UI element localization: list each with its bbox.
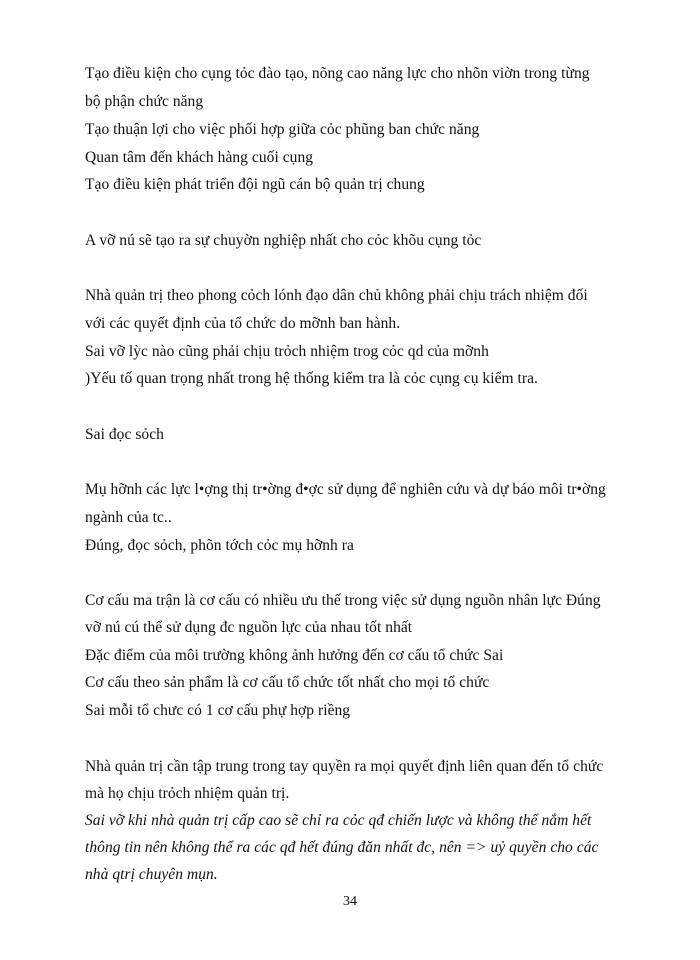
text-line: Đúng, đọc sỏch, phõn tớch cỏc mụ hỡnh ra	[85, 537, 354, 554]
text-line: Nhà quản trị cần tập trung trong tay quyền ra mọi quyết định liên quan đến tổ chức	[85, 758, 604, 775]
italic-text-line: thông tin nên không thể ra các qđ hết đúng đăn nhất đc, nên => uỷ quyền cho các	[85, 839, 599, 856]
text-line: Sai vỡ lỳc nào cũng phải chịu trỏch nhiệm trog cỏc qd của mỡnh	[85, 343, 489, 360]
text-line: ngành của tc..	[85, 509, 172, 526]
text-line: Cơ cấu theo sản phẩm là cơ cấu tổ chức tốt nhất cho mọi tổ chức	[85, 674, 490, 691]
italic-text-line: Sai vỡ khi nhà quản trị cấp cao sẽ chỉ ra cỏc qđ chiến lược và không thể nắm hết	[85, 812, 592, 829]
text-line: bộ phận chức năng	[85, 93, 204, 110]
text-line: Tạo điều kiện phát triển đội ngũ cán bộ quản trị chung	[85, 176, 425, 193]
text-line: Sai mỗi tổ chưc có 1 cơ cấu phự hợp riềng	[85, 702, 351, 719]
text-line: Quan tâm đến khách hàng cuối cụng	[85, 149, 314, 166]
page-number: 34	[343, 894, 357, 909]
text-line: Đặc điểm của môi trường không ảnh hưởng đến cơ cấu tổ chức Sai	[85, 647, 504, 664]
text-line: Mụ hỡnh các lực l•ợng thị tr•ờng đ•ợc sử dụng để nghiên cứu và dự báo môi tr•ờng	[85, 481, 606, 498]
text-line: với các quyết định của tổ chức do mỡnh ban hành.	[85, 315, 401, 332]
text-line: mà họ chịu trỏch nhiệm quản trị.	[85, 785, 290, 802]
text-line: Sai đọc sỏch	[85, 426, 164, 443]
text-line: Cơ cấu ma trận là cơ cấu có nhiều ưu thế trong việc sử dụng nguồn nhân lực Đúng	[85, 592, 601, 609]
text-line: A vỡ nú sẽ tạo ra sự chuyờn nghiệp nhất cho cỏc khõu cụng tỏc	[85, 232, 482, 249]
text-line: Nhà quản trị theo phong cỏch lónh đạo dân chủ không phải chịu trách nhiệm đối	[85, 287, 588, 304]
text-line: Tạo điều kiện cho cụng tỏc đào tạo, nõng cao năng lực cho nhõn viờn trong từng	[85, 65, 590, 82]
text-line: vỡ nú cú thể sử dụng đc nguồn lực của nhau tốt nhất	[85, 619, 413, 636]
text-line: )Yếu tố quan trọng nhất trong hệ thống kiểm tra là cỏc cụng cụ kiểm tra.	[85, 370, 538, 387]
italic-text-line: nhà qtrị chuyên mụn.	[85, 866, 218, 883]
text-line: Tạo thuận lợi cho việc phối hợp giữa cỏc phũng ban chức năng	[85, 121, 480, 138]
